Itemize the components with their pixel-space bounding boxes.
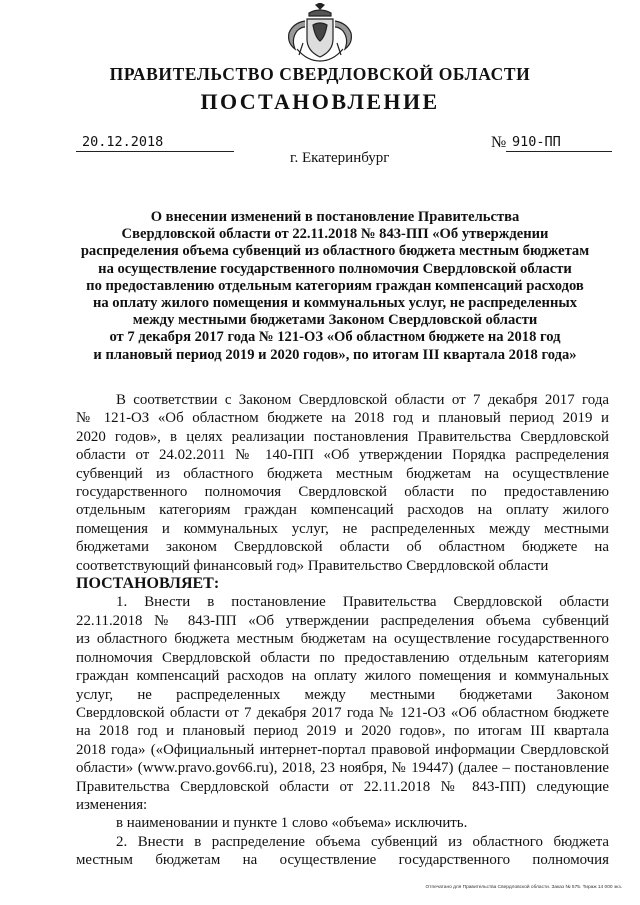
- body-line: 2020 годов», в целях реализации постановления Правительства Свердловской: [76, 428, 609, 445]
- body-line: Свердловской области от 7 декабря 2017 года № 121-ОЗ «Об областном бюджете: [76, 704, 609, 721]
- body-line: в наименовании и пункте 1 слово «объема» исключить.: [116, 815, 468, 832]
- body-line: государственного полномочия Свердловской области по предоставлению: [76, 484, 609, 501]
- body-line: на 2018 год и плановый период 2019 и 2020 годов», по итогам III квартала: [76, 723, 609, 740]
- document-date: 20.12.2018: [76, 134, 234, 152]
- body-line: соответствующий финансовый год» Правительство Свердловской области: [76, 557, 549, 574]
- number-label: №: [491, 134, 507, 151]
- document-number: 910-ПП: [506, 134, 612, 152]
- body-line: изменения:: [76, 796, 148, 813]
- title-line: О внесении изменений в постановление Правительства: [150, 209, 520, 225]
- body-line: области от 24.02.2011 № 140-ПП «Об утверждении Порядка распределения: [76, 447, 609, 464]
- body-line: услуг, не распределенных между местными бюджетами Законом: [76, 686, 609, 703]
- body-line: бюджетами законом Свердловской области об областном бюджете на: [76, 539, 609, 556]
- body-line: полномочия Свердловской области по предоставлению отдельным категориям: [76, 649, 609, 666]
- body-line: области» (www.pravo.gov66.ru), 2018, 23 ноября, № 19447) (далее – постановление: [76, 760, 609, 777]
- body-line: 2018 года» («Официальный интернет-портал правовой информации Свердловской: [76, 741, 609, 758]
- body-line: субвенций из областного бюджета местным бюджетам на осуществление: [76, 465, 609, 482]
- coat-of-arms-emblem: [283, 3, 357, 63]
- resolves-heading: ПОСТАНОВЛЯЕТ:: [76, 575, 220, 593]
- document-type: ПОСТАНОВЛЕНИЕ: [200, 89, 440, 114]
- body-line: 1. Внести в постановление Правительства Свердловской области: [116, 594, 609, 611]
- title-line: на осуществление государственного полномочия Свердловской области: [98, 260, 572, 277]
- title-line: по предоставлению отдельным категориям граждан компенсаций расходов: [86, 277, 584, 294]
- title-line: от 7 декабря 2017 года № 121-ОЗ «Об областном бюджете на 2018 год: [109, 329, 561, 346]
- body-line: отдельным категориям граждан компенсаций расходов на оплату жилого: [76, 502, 609, 519]
- body-line: 2. Внести в распределение объема субвенций из областного бюджета: [116, 833, 609, 850]
- title-line: распределения объема субвенций из областного бюджета местным бюджетам: [80, 243, 590, 260]
- body-line: 22.11.2018 № 843-ПП «Об утверждении распределения объема субвенций: [76, 612, 609, 629]
- body-line: местным бюджетам на осуществление государственного полномочия: [76, 852, 609, 869]
- body-line: граждан компенсаций расходов на оплату жилого помещения и коммунальных: [76, 668, 609, 685]
- title-line: Свердловской области от 22.11.2018 № 843-ПП «Об утверждении: [121, 226, 549, 243]
- city: г. Екатеринбург: [290, 150, 390, 166]
- title-line: на оплату жилого помещения и коммунальных услуг, не распределенных: [92, 295, 578, 312]
- title-line: между местными бюджетами Законом Свердловской области: [132, 312, 538, 329]
- body-line: помещения и коммунальных услуг, не распределенных между местными: [76, 520, 609, 537]
- document-title: [50, 209, 620, 364]
- body-line: из областного бюджета местным бюджетам на осуществление государственного: [76, 631, 609, 648]
- body-line: В соответствии с Законом Свердловской области от 7 декабря 2017 года: [116, 392, 609, 408]
- document-body: [76, 391, 609, 870]
- title-line: и плановый период 2019 и 2020 годов», по итогам III квартала 2018 года»: [93, 346, 577, 363]
- body-line: Правительства Свердловской области от 22.11.2018 № 843-ПП) следующие: [76, 778, 609, 795]
- body-line: № 121-ОЗ «Об областном бюджете на 2018 год и плановый период 2019 и: [76, 410, 609, 427]
- print-footer: Отпечатано для Правительства Свердловской области. Заказ № 575. Тираж 14 000 экз.: [425, 885, 622, 890]
- government-name: ПРАВИТЕЛЬСТВО СВЕРДЛОВСКОЙ ОБЛАСТИ: [109, 64, 531, 84]
